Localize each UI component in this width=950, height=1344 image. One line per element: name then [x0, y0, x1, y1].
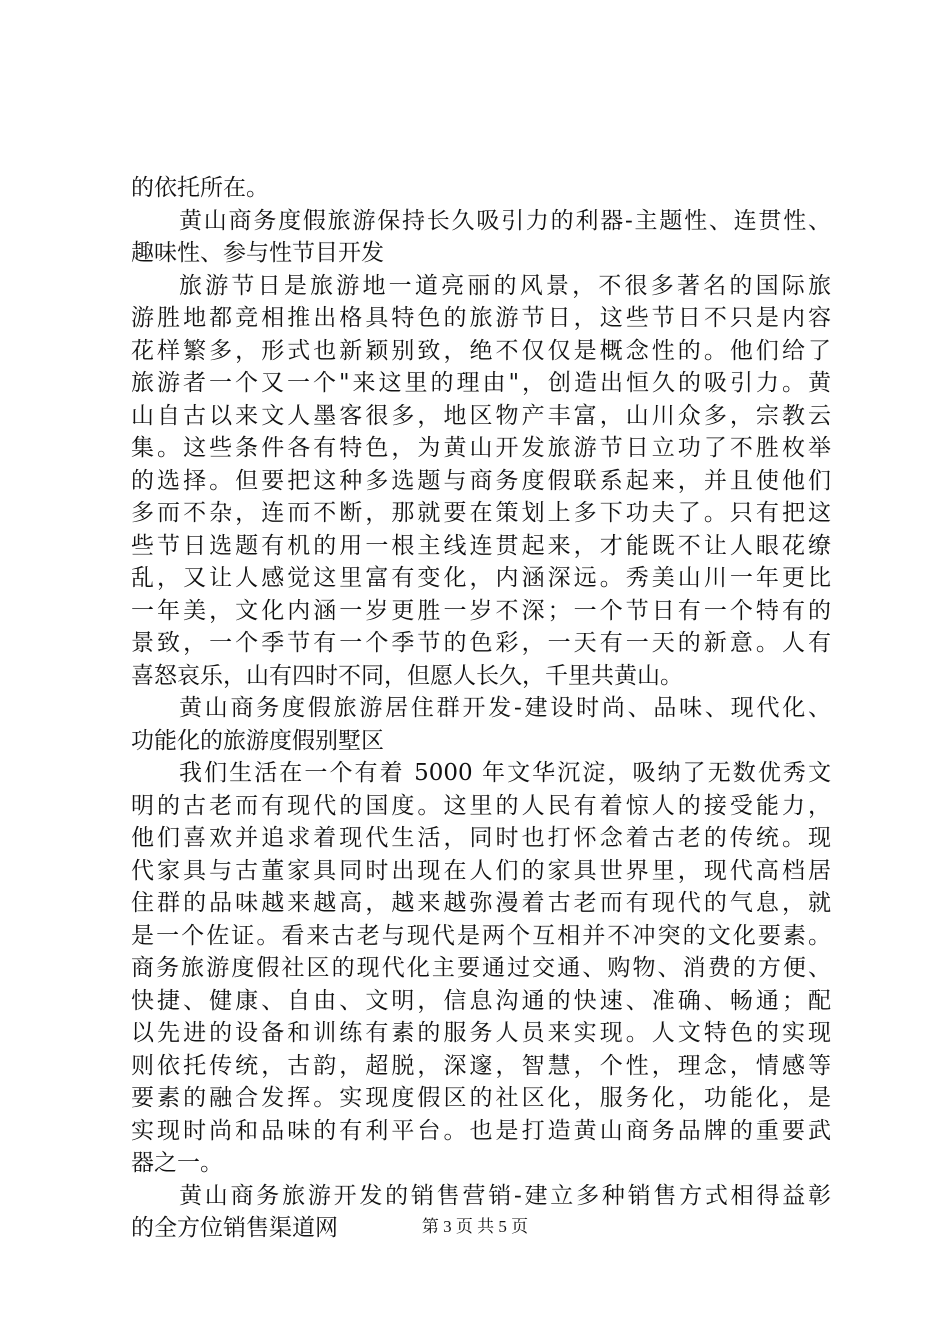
text-line: 旅游节日是旅游地一道亮丽的风景，不很多著名的国际旅 [179, 272, 831, 299]
text-line: 是一个佐证。看来古老与现代是两个互相并不冲突的文化要素。 [131, 922, 831, 949]
text-line: 要素的融合发挥。实现度假区的社区化，服务化，功能化，是 [131, 1085, 831, 1111]
text-line: 乱，又让人感觉这里富有变化，内涵深远。秀美山川一年更比 [131, 565, 831, 591]
text-line: 黄山商务度假旅游保持长久吸引力的利器-主题性、连贯性、 [179, 207, 831, 234]
text-line: 明的古老而有现代的国度。这里的人民有着惊人的接受能力， [131, 792, 831, 819]
text-line: 的全方位销售渠道网 [131, 1215, 338, 1241]
page-footer: 第 3 页 共 5 页 [421, 1217, 529, 1236]
text-line: 集。这些条件各有特色，为黄山开发旅游节日立功了不胜枚举 [131, 435, 831, 461]
text-line: 器之一。 [131, 1150, 223, 1176]
body-text [131, 172, 831, 1245]
text-line: 山自古以来文人墨客很多，地区物产丰富，山川众多，宗教云 [131, 402, 831, 429]
text-line: 代家具与古董家具同时出现在人们的家具世界里，现代高档居 [131, 857, 831, 884]
text-line: 实现时尚和品味的有利平台。也是打造黄山商务品牌的重要武 [131, 1117, 831, 1144]
text-line: 趣味性、参与性节目开发 [131, 240, 384, 266]
text-line: 商务旅游度假社区的现代化主要通过交通、购物、消费的方便、 [131, 955, 831, 981]
text-line: 多而不杂，连而不断，那就要在策划上多下功夫了。只有把这 [131, 500, 831, 526]
text-line: 快捷、健康、自由、文明，信息沟通的快速、准确、畅通；配 [131, 987, 831, 1014]
text-line: 以先进的设备和训练有素的服务人员来实现。人文特色的实现 [131, 1020, 831, 1046]
text-line: 喜怒哀乐，山有四时不同，但愿人长久，千里共黄山。 [131, 662, 683, 689]
text-line: 我们生活在一个有着 5000 年文华沉淀，吸纳了无数优秀文 [179, 760, 831, 786]
text-line: 则依托传统，古韵，超脱，深邃，智慧，个性，理念，情感等 [131, 1052, 831, 1079]
text-line: 花样繁多，形式也新颖别致，绝不仅仅是概念性的。他们给了 [131, 337, 831, 364]
text-line: 一年美，文化内涵一岁更胜一岁不深；一个节日有一个特有的 [131, 597, 831, 624]
text-line: 的选择。但要把这种多选题与商务度假联系起来，并且使他们 [131, 467, 831, 494]
text-line: 的依托所在。 [131, 175, 269, 201]
text-line: 些节日选题有机的用一根主线连贯起来，才能既不让人眼花缭 [131, 532, 831, 559]
text-line: 游胜地都竞相推出格具特色的旅游节日，这些节日不只是内容 [131, 305, 831, 331]
text-line: 他们喜欢并追求着现代生活，同时也打怀念着古老的传统。现 [131, 825, 831, 851]
text-line: 黄山商务旅游开发的销售营销-建立多种销售方式相得益彰 [179, 1182, 831, 1209]
text-line: 黄山商务度假旅游居住群开发-建设时尚、品味、现代化、 [179, 695, 831, 721]
text-line: 景致，一个季节有一个季节的色彩，一天有一天的新意。人有 [131, 630, 831, 656]
text-line: 功能化的旅游度假别墅区 [131, 727, 384, 754]
text-line: 旅游者一个又一个"来这里的理由"，创造出恒久的吸引力。黄 [131, 370, 831, 396]
text-line: 住群的品味越来越高，越来越弥漫着古老而有现代的气息，就 [131, 890, 831, 916]
